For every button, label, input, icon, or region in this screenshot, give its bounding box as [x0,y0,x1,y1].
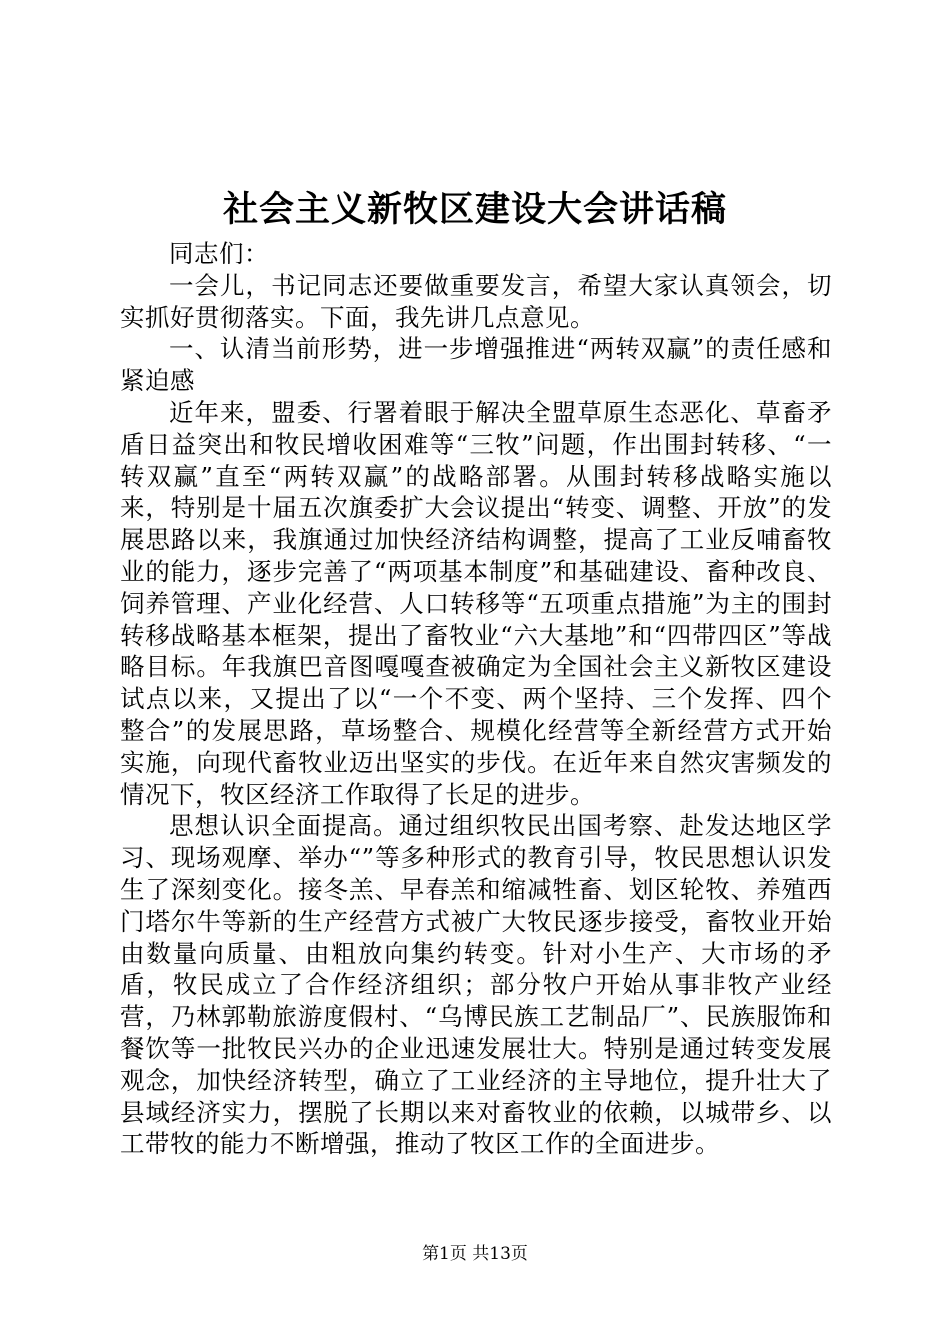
document-body [120,238,832,1160]
progress-paragraph: 思想认识全面提高。通过组织牧民出国考察、赴发达地区学习、现场观摩、举办“”等多种形式的教育引导，牧民思想认识发生了深刻变化。接冬羔、早春羔和缩减牲畜、划区轮牧、养殖西门塔尔牛等新的生产经营方式被广大牧民逐步接受，畜牧业开始由数量向质量、由粗放向集约转变。针对小生产、大市场的矛盾，牧民成立了合作经济组织；部分牧户开始从事非牧产业经营，乃林郭勒旅游度假村、“乌博民族工艺制品厂”、民族服饰和餐饮等一批牧民兴办的企业迅速发展壮大。特别是通过转变发展观念，加快经济转型，确立了工业经济的主导地位，提升壮大了县域经济实力，摆脱了长期以来对畜牧业的依赖，以城带乡、以工带牧的能力不断增强，推动了牧区工作的全面进步。 [120,811,832,1159]
intro-paragraph: 一会儿，书记同志还要做重要发言，希望大家认真领会，切实抓好贯彻落实。下面，我先讲几点意见。 [120,270,832,332]
document-title: 社会主义新牧区建设大会讲话稿 [222,189,727,230]
salutation-paragraph: 同志们： [169,239,269,268]
background-paragraph: 近年来，盟委、行署着眼于解决全盟草原生态恶化、草畜矛盾日益突出和牧民增收困难等“三牧”问题，作出围封转移、“一转双赢”直至“两转双赢”的战略部署。从围封转移战略实施以来，特别是十届五次旗委扩大会议提出“转变、调整、开放”的发展思路以来，我旗通过加快经济结构调整，提高了工业反哺畜牧业的能力，逐步完善了“两项基本制度”和基础建设、畜种改良、饲养管理、产业化经营、人口转移等“五项重点措施”为主的围封转移战略基本框架，提出了畜牧业“六大基地”和“四带四区”等战略目标。年我旗巴音图嘎嘎查被确定为全国社会主义新牧区建设试点以来，又提出了以“一个不变、两个坚持、三个发挥、四个整合”的发展思路，草场整合、规模化经营等全新经营方式开始实施，向现代畜牧业迈出坚实的步伐。在近年来自然灾害频发的情况下，牧区经济工作取得了长足的进步。 [120,397,832,809]
section-heading-paragraph: 一、认清当前形势，进一步增强推进“两转双赢”的责任感和紧迫感 [120,334,832,396]
page-number-footer: 第1页 共13页 [422,1244,528,1264]
